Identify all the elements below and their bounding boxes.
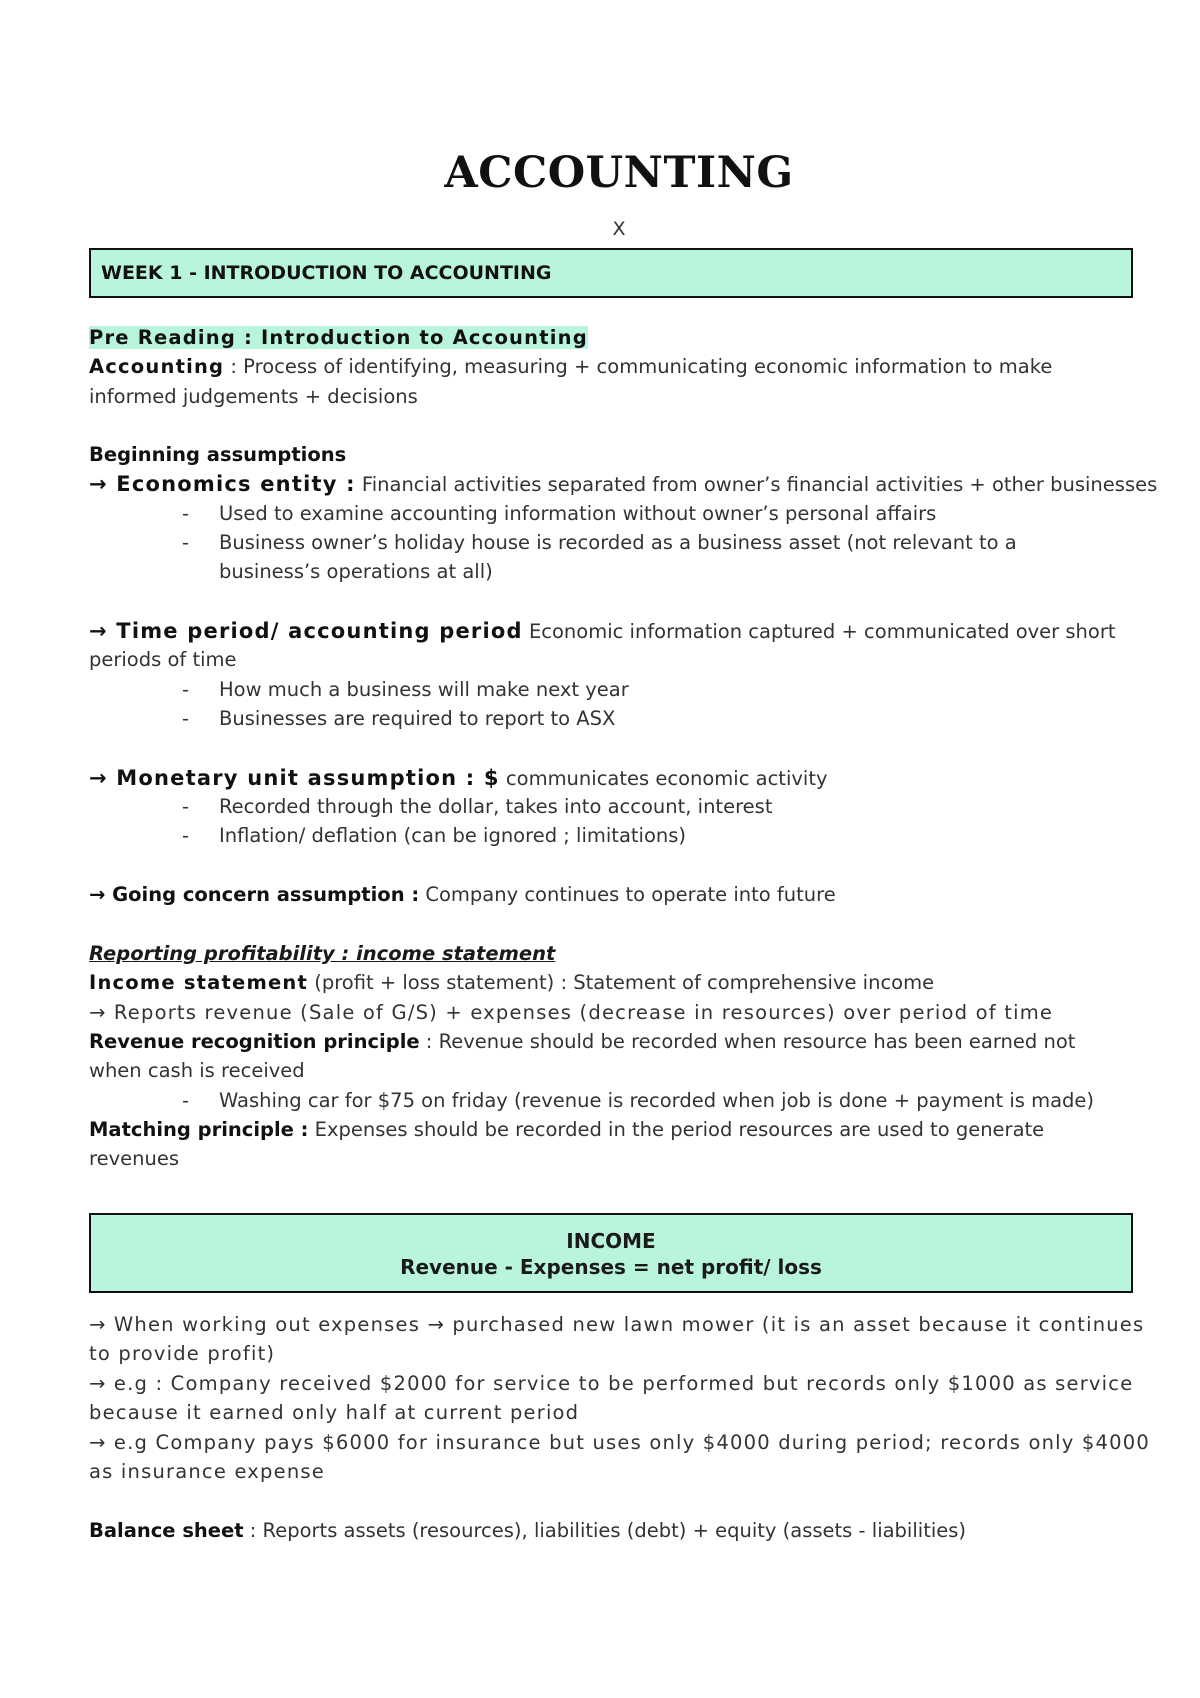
time-bullet-1: How much a business will make next year bbox=[219, 678, 629, 701]
note-line: → e.g : Company received $2000 for service to be performed but records only $1000 as service bbox=[89, 1372, 1134, 1395]
monetary-bullet-2: Inflation/ deflation (can be ignored ; limitations) bbox=[219, 824, 687, 847]
note-line: → When working out expenses → purchased new lawn mower (it is an asset because it continues bbox=[89, 1313, 1145, 1336]
pre-reading-heading: Pre Reading : Introduction to Accounting bbox=[89, 326, 588, 349]
monetary-unit: → Monetary unit assumption : $ communicates economic activity bbox=[89, 766, 828, 790]
accounting-definition: Accounting : Process of identifying, measuring + communicating economic information to make bbox=[89, 355, 1053, 378]
bullet-marker: - bbox=[182, 795, 190, 818]
economics-entity: → Economics entity : Financial activities separated from owner’s financial activities + other businesses bbox=[89, 472, 1158, 496]
economics-bullet-2-cont: business’s operations at all) bbox=[219, 560, 493, 583]
revenue-bullet: Washing car for $75 on friday (revenue is recorded when job is done + payment is made) bbox=[219, 1089, 1095, 1112]
note-line: because it earned only half at current period bbox=[89, 1401, 580, 1424]
economics-bullet-2: Business owner’s holiday house is recorded as a business asset (not relevant to a bbox=[219, 531, 1017, 554]
week-heading-box bbox=[89, 248, 1133, 298]
bullet-marker: - bbox=[182, 531, 190, 554]
time-bullet-2: Businesses are required to report to ASX bbox=[219, 707, 616, 730]
reports-revenue: → Reports revenue (Sale of G/S) + expenses (decrease in resources) over period of time bbox=[89, 1001, 1054, 1024]
time-period: → Time period/ accounting period Economic information captured + communicated over short bbox=[89, 619, 1116, 643]
note-line: → e.g Company pays $6000 for insurance but uses only $4000 during period; records only $4000 bbox=[89, 1431, 1150, 1454]
week-heading: WEEK 1 - INTRODUCTION TO ACCOUNTING bbox=[101, 262, 552, 284]
economics-bullet-1: Used to examine accounting information without owner’s personal affairs bbox=[219, 502, 937, 525]
income-box-formula: Revenue - Expenses = net profit/ loss bbox=[400, 1255, 822, 1279]
matching-principle-cont: revenues bbox=[89, 1147, 179, 1170]
income-formula-box bbox=[89, 1213, 1133, 1293]
accounting-definition-cont: informed judgements + decisions bbox=[89, 385, 418, 408]
bullet-marker: - bbox=[182, 1089, 190, 1112]
monetary-bullet-1: Recorded through the dollar, takes into account, interest bbox=[219, 795, 773, 818]
bullet-marker: - bbox=[182, 502, 190, 525]
beginning-assumptions-heading: Beginning assumptions bbox=[89, 443, 347, 466]
reporting-profitability-heading: Reporting profitability : income statement bbox=[89, 942, 556, 965]
revenue-recognition: Revenue recognition principle : Revenue should be recorded when resource has been earned not bbox=[89, 1030, 1076, 1053]
revenue-recognition-cont: when cash is received bbox=[89, 1059, 305, 1082]
bullet-marker: - bbox=[182, 707, 190, 730]
matching-principle: Matching principle : Expenses should be recorded in the period resources are used to generate bbox=[89, 1118, 1045, 1141]
going-concern: → Going concern assumption : Company continues to operate into future bbox=[89, 883, 836, 906]
document-title: ACCOUNTING bbox=[444, 148, 794, 198]
bullet-marker: - bbox=[182, 824, 190, 847]
title-mark: X bbox=[612, 218, 626, 240]
note-line: to provide profit) bbox=[89, 1342, 276, 1365]
income-statement: Income statement (profit + loss statement) : Statement of comprehensive income bbox=[89, 971, 935, 994]
note-line: as insurance expense bbox=[89, 1460, 325, 1483]
time-period-cont: periods of time bbox=[89, 648, 237, 671]
balance-sheet: Balance sheet : Reports assets (resources), liabilities (debt) + equity (assets - liabilities) bbox=[89, 1519, 967, 1542]
bullet-marker: - bbox=[182, 678, 190, 701]
income-box-title: INCOME bbox=[566, 1229, 656, 1253]
